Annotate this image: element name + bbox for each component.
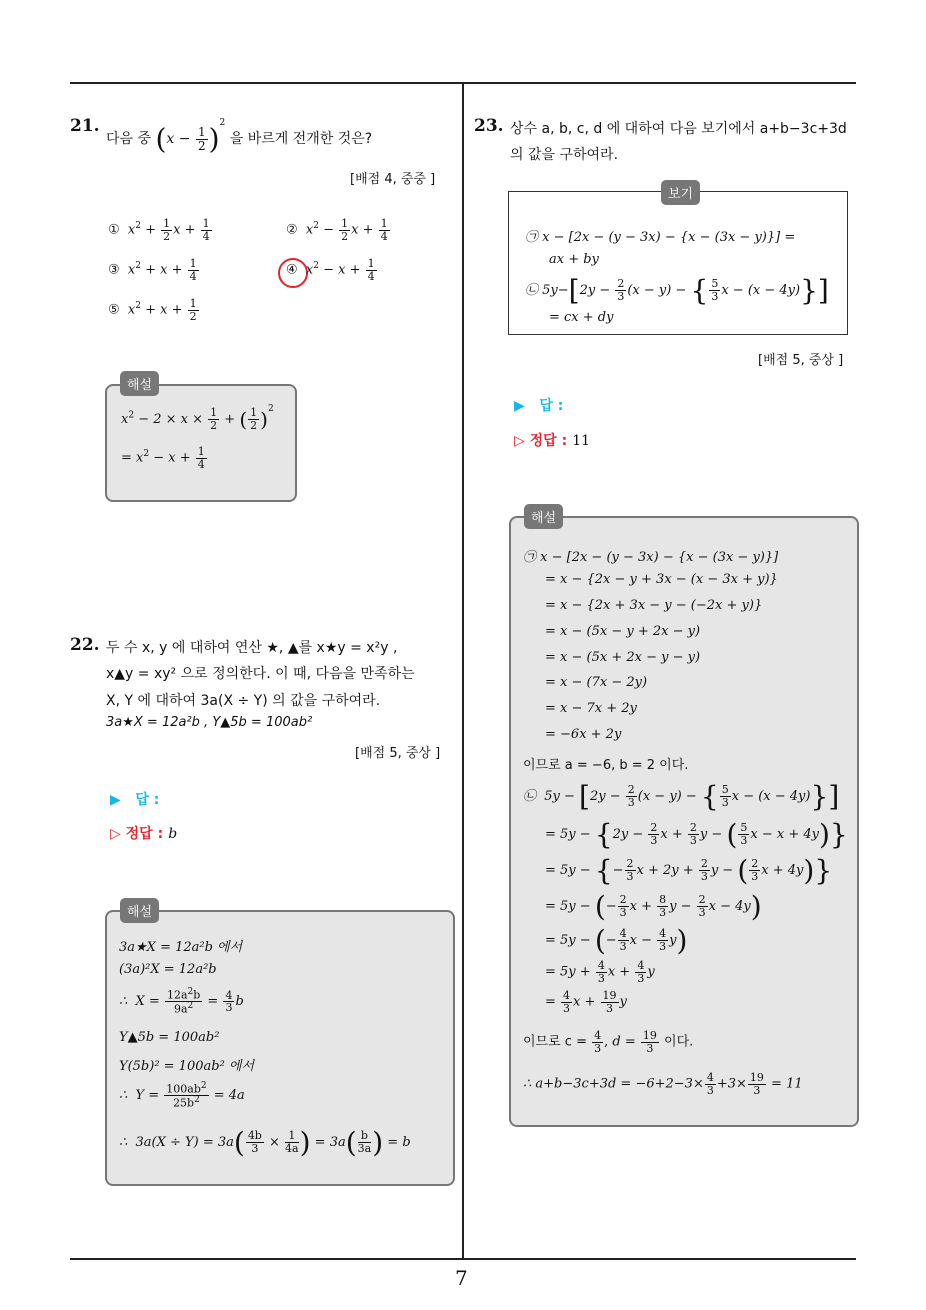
page-number: 7: [455, 1266, 468, 1290]
q22-explanation-box: [105, 910, 455, 1186]
q22-correct: [110, 823, 177, 843]
q23-sol2-line-6: = 5y + $\frac{4}{3}$ x + $\frac{4}{3}$ y: [545, 959, 655, 985]
q23-sol-line-6: = x − (7x − 2y): [545, 675, 648, 690]
q22-explain-tag: 해설: [120, 898, 159, 923]
q23-correct-value: 11: [572, 433, 591, 449]
q23-bogi-box: [508, 191, 848, 335]
q22-answer-label: ▶ 답 :: [110, 792, 160, 808]
q23-number: 23.: [474, 116, 504, 136]
q22-sol-line-3: ∴ X = $\frac{12a^2b}{9a^2}$ = $\frac{4}{3}$ b: [119, 987, 244, 1016]
q23-sol-final: ∴ a+b−3c+3d = −6+2−3× $\frac{4}{3}$ +3× $\frac{19}{3}$ = 11: [523, 1071, 803, 1097]
q23-sol2-line-5: = 5y − (− $\frac{4}{3}$ x − $\frac{4}{3}$ y): [545, 924, 688, 957]
q21-option-2[interactable]: ② $x^2$ − $\frac{1}{2}$ x + $\frac{1}{4}$: [286, 217, 388, 243]
q22-correct-value: b: [168, 826, 178, 842]
q23-bogi-2b: = cx + dy: [549, 310, 614, 325]
q23-sol-line-7: = x − 7x + 2y: [545, 701, 637, 716]
q23-sol-end: 이므로 c = $\frac{4}{3}$ , d = $\frac{19}{3}$ 이다.: [523, 1029, 694, 1055]
q23-sol2-line-3: = 5y − {− $\frac{2}{3}$ x + 2y + $\frac{2}{3}$ y − ( $\frac{2}{3}$ x + 4y)}: [545, 854, 833, 887]
q21-prompt: [106, 118, 372, 156]
q23-correct-label: ▷ 정답 :: [514, 433, 568, 449]
q23-sol2-line-7: = $\frac{4}{3}$ x + $\frac{19}{3}$ y: [545, 989, 627, 1015]
q23-sol-line-4: = x − (5x − y + 2x − y): [545, 624, 701, 639]
q23-bogi-1b: ax + by: [549, 252, 599, 267]
bottom-rule: [70, 1258, 856, 1260]
q23-line-1: 상수 a, b, c, d 에 대하여 다음 보기에서 a+b−3c+3d: [510, 121, 847, 137]
q21-explain-tag: 해설: [120, 371, 159, 396]
q23-correct: [514, 430, 590, 450]
q23-sol-line-8: = −6x + 2y: [545, 727, 622, 742]
q22-sol-line-2: (3a)²X = 12a²b: [119, 962, 217, 977]
q21-number: 21.: [70, 116, 100, 136]
column-divider: [462, 84, 464, 1260]
q22-sol-line-4: Y▲5b = 100ab²: [119, 1030, 220, 1045]
q22-number: 22.: [70, 635, 100, 655]
q22-condition: 3a★X = 12a²b , Y▲5b = 100ab²: [106, 715, 313, 730]
q23-bogi-2: ㉡ 5y−[2y − $\frac{2}{3}$ (x − y) − { $\frac{5}{3}$ x − (x − 4y)}]: [525, 274, 829, 307]
q22-sol-line-1: 3a★X = 12a²b 에서: [119, 940, 243, 955]
q21-option-5[interactable]: ⑤ $x^2 + x$ + $\frac{1}{2}$: [108, 297, 197, 323]
q23-bogi-1a: ㉠ x − [2x − (y − 3x) − {x − (3x − y)}] =: [525, 230, 796, 245]
q23-bogi-tag: 보기: [661, 180, 700, 205]
q23-explain-tag: 해설: [524, 504, 563, 529]
q23-sol-line-2: = x − {2x − y + 3x − (x − 3x + y)}: [545, 572, 778, 587]
q22-score: [배점 5, 중상 ]: [355, 746, 441, 761]
q21-explanation-box: [105, 384, 297, 502]
q21-expression: (x − $\frac{1}{2}$ )$^2$: [155, 118, 226, 156]
q23-sol-line-5: = x − (5x + 2x − y − y): [545, 650, 701, 665]
q21-sol-line-1: $x^2 - 2 \times x$ × $\frac{1}{2}$ + ( $\frac{1}{2}$ )$^2$: [121, 404, 274, 432]
q23-line-2: 의 값을 구하여라.: [510, 147, 619, 163]
q23-answer-label: ▶ 답 :: [514, 398, 564, 414]
q21-option-3[interactable]: ③ $x^2 + x$ + $\frac{1}{4}$: [108, 257, 197, 283]
q23-sol-line-1: ㉠ x − [2x − (y − 3x) − {x − (3x − y)}]: [523, 550, 779, 565]
q21-score: [배점 4, 중중 ]: [350, 172, 436, 187]
q21-option-4[interactable]: ④ $x^2 - x$ + $\frac{1}{4}$: [286, 257, 375, 283]
q22-sol-line-5: Y(5b)² = 100ab² 에서: [119, 1059, 255, 1074]
q23-explanation-box: [509, 516, 859, 1127]
q22-line-2: x▲y = xy² 으로 정의한다. 이 때, 다음을 만족하는: [106, 666, 415, 682]
q22-line-1: 두 수 x, y 에 대하여 연산 ★, ▲를 x★y = x²y ,: [106, 640, 398, 656]
q22-sol-line-6: ∴ Y = $\frac{100ab^2}{25b^2}$ = 4a: [119, 1081, 245, 1110]
q23-sol2-line-1: ㉡ 5y − [2y − $\frac{2}{3}$ (x − y) − { $\frac{5}{3}$ x − (x − 4y)}]: [523, 780, 840, 813]
q23-sol2-line-4: = 5y − (− $\frac{2}{3}$ x + $\frac{8}{3}$ y − $\frac{2}{3}$ x − 4y): [545, 890, 762, 923]
q21-prompt-post: 을 바르게 전개한 것은?: [229, 131, 373, 147]
q23-sol2-line-2: = 5y − {2y − $\frac{2}{3}$ x + $\frac{2}{3}$ y − ( $\frac{5}{3}$ x − x + 4y)}: [545, 818, 848, 851]
q21-prompt-pre: 다음 중: [106, 131, 152, 147]
q23-score: [배점 5, 중상 ]: [758, 353, 844, 368]
q23-sol-mid: 이므로 a = −6, b = 2 이다.: [523, 758, 689, 773]
q23-sol-line-3: = x − {2x + 3x − y − (−2x + y)}: [545, 598, 763, 613]
q21-sol-line-2: = $x^2 - x$ + $\frac{1}{4}$: [121, 445, 205, 471]
q22-sol-line-7: ∴ 3a(X ÷ Y) = 3a( $\frac{4b}{3}$ × $\frac{1}{4a}$ ) = 3a( $\frac{b}{3a}$ ) = b: [119, 1126, 411, 1159]
q21-option-1[interactable]: ① $x^2$ + $\frac{1}{2}$ x + $\frac{1}{4}$: [108, 217, 210, 243]
q22-line-3: X, Y 에 대하여 3a(X ÷ Y) 의 값을 구하여라.: [106, 693, 381, 709]
q22-correct-label: ▷ 정답 :: [110, 826, 164, 842]
